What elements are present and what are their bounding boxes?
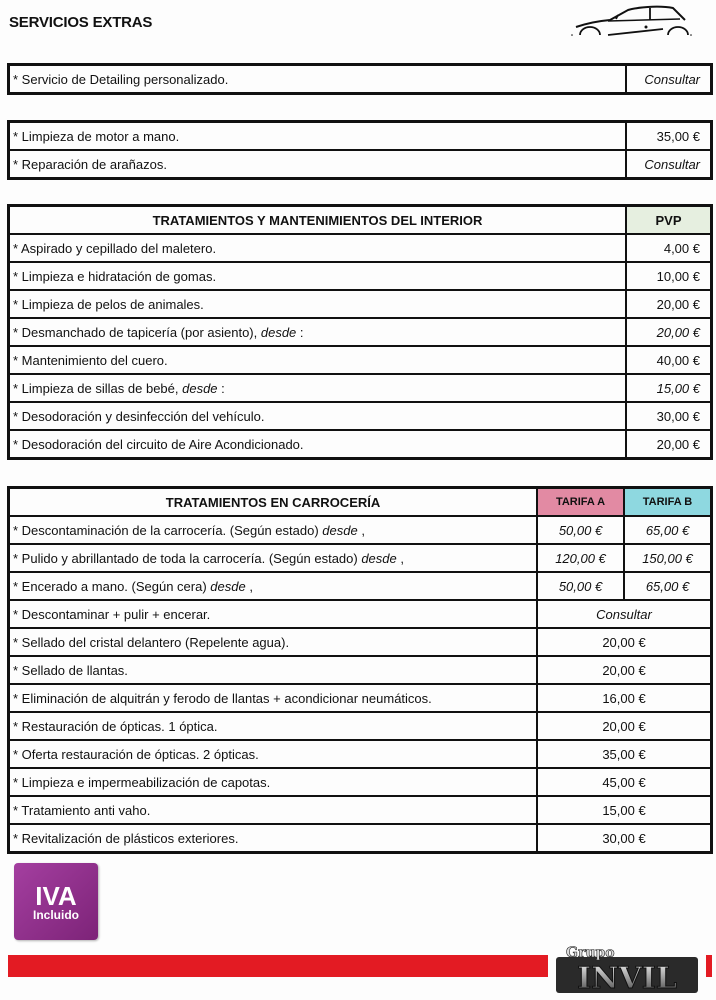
table-row bbox=[9, 234, 711, 262]
logo-main-text: INVIL bbox=[577, 961, 677, 996]
service-label: * Oferta restauración de ópticas. 2 ópticas. bbox=[9, 740, 537, 768]
table-row bbox=[9, 65, 711, 93]
service-label: * Revitalización de plásticos exteriores. bbox=[9, 824, 537, 852]
service-price: 30,00 € bbox=[626, 402, 711, 430]
service-label bbox=[9, 516, 537, 544]
label-text: * Aspirado y cepillado del maletero. bbox=[13, 240, 217, 256]
service-label: * Servicio de Detailing personalizado. bbox=[9, 65, 626, 93]
service-label bbox=[9, 402, 626, 430]
service-price: 4,00 € bbox=[626, 234, 711, 262]
service-label bbox=[9, 430, 626, 458]
table-row bbox=[9, 150, 711, 178]
footer-red-bar bbox=[8, 955, 548, 977]
service-price: 20,00 € bbox=[626, 430, 711, 458]
desde-text: desde bbox=[210, 578, 246, 594]
table-row bbox=[9, 712, 711, 740]
table-row bbox=[9, 262, 711, 290]
page-title: SERVICIOS EXTRAS bbox=[9, 14, 153, 31]
table-row bbox=[9, 796, 711, 824]
table-row bbox=[9, 430, 711, 458]
label-text: * Limpieza de pelos de animales. bbox=[13, 296, 204, 312]
service-label: * Limpieza de motor a mano. bbox=[9, 122, 626, 150]
service-label bbox=[9, 544, 537, 572]
label-text: * Desodoración y desinfección del vehículo. bbox=[13, 408, 265, 424]
service-label bbox=[9, 572, 537, 600]
table-header-row bbox=[9, 488, 711, 516]
desde-text: desde bbox=[322, 522, 358, 538]
tarifa-a-price: 50,00 € bbox=[537, 572, 624, 600]
service-label bbox=[9, 262, 626, 290]
service-label: * Tratamiento anti vaho. bbox=[9, 796, 537, 824]
table-row bbox=[9, 656, 711, 684]
label-after: : bbox=[217, 380, 225, 396]
label-text: * Desmanchado de tapicería (por asiento), bbox=[13, 324, 261, 340]
service-price: 45,00 € bbox=[537, 768, 711, 796]
iva-included-badge bbox=[14, 863, 98, 940]
label-text: * Limpieza e hidratación de gomas. bbox=[13, 268, 217, 284]
service-label: * Reparación de arañazos. bbox=[9, 150, 626, 178]
table-row bbox=[9, 740, 711, 768]
extras-table-2 bbox=[8, 121, 712, 179]
service-label bbox=[9, 374, 626, 402]
table-row bbox=[9, 600, 711, 628]
label-text: * Desodoración del circuito de Aire Acondicionado. bbox=[13, 436, 304, 452]
label-text: * Mantenimiento del cuero. bbox=[13, 352, 168, 368]
grupo-invil-logo bbox=[552, 939, 702, 997]
service-label: * Restauración de ópticas. 1 óptica. bbox=[9, 712, 537, 740]
service-price: 15,00 € bbox=[537, 796, 711, 824]
desde-text: desde bbox=[182, 380, 218, 396]
table-row bbox=[9, 824, 711, 852]
label-text: * Descontaminación de la carrocería. (Según estado) bbox=[13, 522, 323, 538]
table-row bbox=[9, 516, 711, 544]
label-after: : bbox=[296, 324, 304, 340]
label-text: * Encerado a mano. (Según cera) bbox=[13, 578, 211, 594]
service-price: 20,00 € bbox=[537, 712, 711, 740]
service-label: * Descontaminar + pulir + encerar. bbox=[9, 600, 537, 628]
label-after: , bbox=[245, 578, 253, 594]
service-price: 20,00 € bbox=[626, 318, 711, 346]
carroceria-table bbox=[8, 487, 712, 853]
desde-text: desde bbox=[361, 550, 397, 566]
desde-text: desde bbox=[260, 324, 297, 340]
service-price: 16,00 € bbox=[537, 684, 711, 712]
service-label: * Eliminación de alquitrán y ferodo de llantas + acondicionar neumáticos. bbox=[9, 684, 537, 712]
tarifa-a-price: 120,00 € bbox=[537, 544, 624, 572]
service-label bbox=[9, 290, 626, 318]
service-label bbox=[9, 318, 626, 346]
interior-table bbox=[8, 205, 712, 459]
service-price: 35,00 € bbox=[626, 122, 711, 150]
service-price: 15,00 € bbox=[626, 374, 711, 402]
tarifa-b-price: 65,00 € bbox=[624, 572, 711, 600]
car-icon bbox=[568, 3, 693, 39]
service-price: 40,00 € bbox=[626, 346, 711, 374]
table-row bbox=[9, 544, 711, 572]
service-price: 20,00 € bbox=[537, 656, 711, 684]
service-price: 20,00 € bbox=[626, 290, 711, 318]
service-label bbox=[9, 234, 626, 262]
tarifa-b-price: 150,00 € bbox=[624, 544, 711, 572]
carroceria-heading: TRATAMIENTOS EN CARROCERÍA bbox=[9, 488, 537, 516]
interior-heading: TRATAMIENTOS Y MANTENIMIENTOS DEL INTERIOR bbox=[9, 206, 626, 234]
table-row bbox=[9, 684, 711, 712]
service-price: Consultar bbox=[537, 600, 711, 628]
service-price: 10,00 € bbox=[626, 262, 711, 290]
label-after: , bbox=[357, 522, 365, 538]
tarifa-a-price: 50,00 € bbox=[537, 516, 624, 544]
iva-included-label: Incluido bbox=[33, 908, 79, 922]
table-row bbox=[9, 628, 711, 656]
label-after: , bbox=[396, 550, 404, 566]
service-label: * Sellado de llantas. bbox=[9, 656, 537, 684]
table-row bbox=[9, 318, 711, 346]
table-row bbox=[9, 402, 711, 430]
table-row bbox=[9, 572, 711, 600]
tarifa-b-header: TARIFA B bbox=[624, 488, 711, 516]
service-price: 30,00 € bbox=[537, 824, 711, 852]
logo-grupo-text: Grupo bbox=[566, 945, 615, 961]
table-row bbox=[9, 374, 711, 402]
pvp-header: PVP bbox=[626, 206, 711, 234]
service-price: 20,00 € bbox=[537, 628, 711, 656]
service-label: * Sellado del cristal delantero (Repelente agua). bbox=[9, 628, 537, 656]
table-row bbox=[9, 290, 711, 318]
table-row bbox=[9, 346, 711, 374]
extras-table-1 bbox=[8, 64, 712, 94]
service-price: Consultar bbox=[626, 150, 711, 178]
service-label bbox=[9, 346, 626, 374]
footer-red-bar-end bbox=[706, 955, 712, 977]
service-label: * Limpieza e impermeabilización de capotas. bbox=[9, 768, 537, 796]
label-text: * Limpieza de sillas de bebé, bbox=[13, 380, 183, 396]
tarifa-b-price: 65,00 € bbox=[624, 516, 711, 544]
service-price: 35,00 € bbox=[537, 740, 711, 768]
table-row bbox=[9, 768, 711, 796]
service-price: Consultar bbox=[626, 65, 711, 93]
label-text: * Pulido y abrillantado de toda la carrocería. (Según estado) bbox=[13, 550, 362, 566]
iva-label: IVA bbox=[35, 881, 77, 911]
table-header-row bbox=[9, 206, 711, 234]
tarifa-a-header: TARIFA A bbox=[537, 488, 624, 516]
table-row bbox=[9, 122, 711, 150]
